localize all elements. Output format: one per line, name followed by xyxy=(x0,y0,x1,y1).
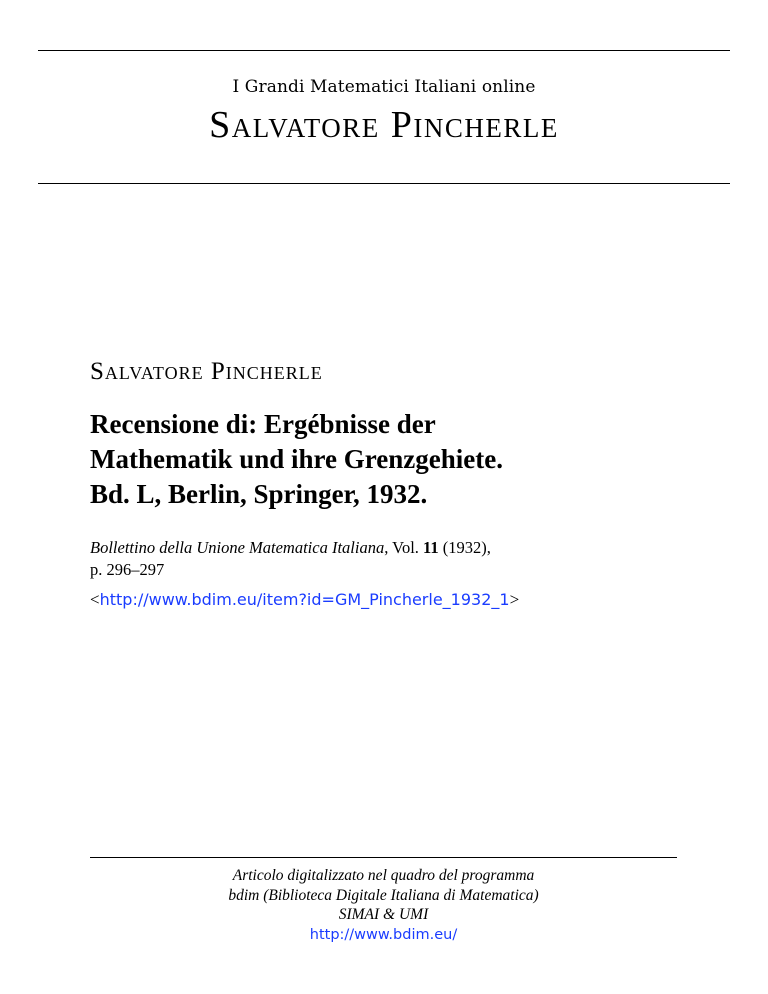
article-link[interactable]: http://www.bdim.eu/item?id=GM_Pincherle_1932_1 xyxy=(99,590,510,609)
article-title-line: Bd. L, Berlin, Springer, 1932. xyxy=(90,479,428,509)
footer xyxy=(90,866,677,945)
header-rule xyxy=(38,183,730,184)
volume-number: 11 xyxy=(423,538,439,557)
footer-line: bdim (Biblioteca Digitale Italiana di Matematica) xyxy=(228,886,539,904)
article-title-line: Mathematik und ihre Grenzgehiete. xyxy=(90,444,503,474)
citation: Bollettino della Unione Matematica Italiana, Vol. 11 (1932), p. 296–297 xyxy=(90,538,491,579)
bdim-home-link[interactable]: http://www.bdim.eu/ xyxy=(309,926,458,943)
article-url-line xyxy=(90,590,519,610)
series-title: I Grandi Matematici Italiani online xyxy=(232,77,536,97)
url-close-bracket: > xyxy=(509,590,520,609)
article-title xyxy=(90,407,730,512)
footer-line: Articolo digitalizzato nel quadro del programma xyxy=(232,867,535,884)
journal-name: Bollettino della Unione Matematica Italiana xyxy=(90,538,385,557)
page-range: p. 296–297 xyxy=(90,560,165,579)
article-title-line: Recensione di: Ergébnisse der xyxy=(90,409,436,439)
footer-line: SIMAI & UMI xyxy=(338,906,429,923)
footer-rule xyxy=(90,857,677,858)
top-rule xyxy=(38,50,730,51)
publication-year: (1932), xyxy=(442,538,491,557)
featured-author-heading: Salvatore Pincherle xyxy=(209,104,559,146)
article-author: Salvatore Pincherle xyxy=(90,358,323,385)
url-open-bracket: < xyxy=(90,590,100,609)
volume-label: Vol. xyxy=(392,538,419,557)
